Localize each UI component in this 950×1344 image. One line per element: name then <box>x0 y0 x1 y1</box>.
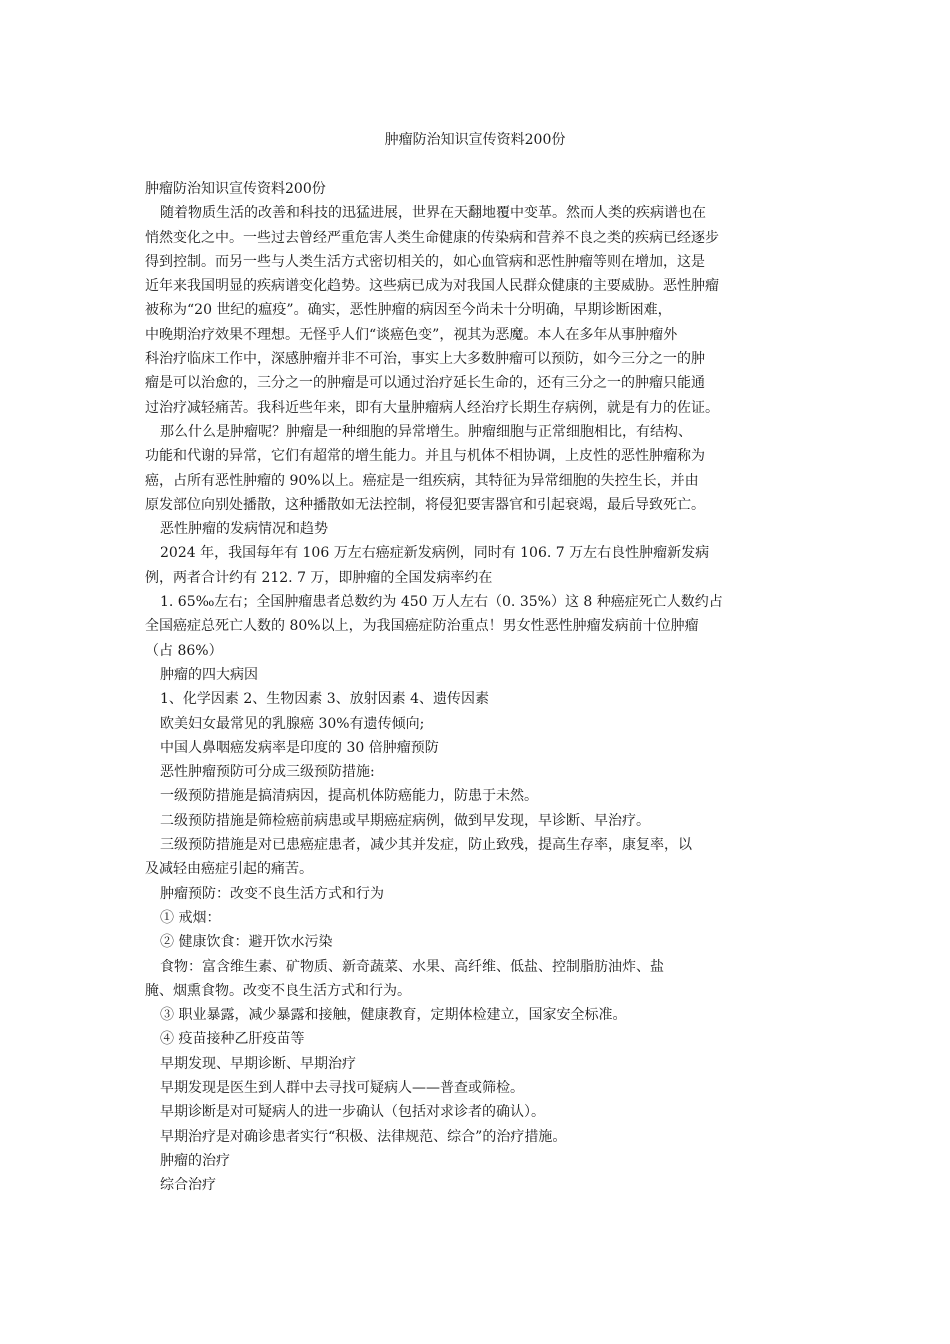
paragraph-line: 被称为“20 世纪的瘟疫”。确实，恶性肿瘤的病因至今尚未十分明确，早期诊断困难， <box>145 302 672 319</box>
paragraph-line: 早期发现是医生到人群中去寻找可疑病人——普查或筛检。 <box>160 1079 524 1096</box>
section-heading: 肿瘤预防：改变不良生活方式和行为 <box>160 885 384 902</box>
paragraph-line: 中国人鼻咽癌发病率是印度的 30 倍肿瘤预防 <box>160 739 439 756</box>
section-heading: 综合治疗 <box>160 1177 216 1194</box>
document-title: 肿瘤防治知识宣传资料200份 <box>384 132 566 148</box>
section-heading: 早期发现、早期诊断、早期治疗 <box>160 1055 356 1072</box>
paragraph-line: 癌，占所有恶性肿瘤的 90%以上。癌症是一组疾病，其特征为异常细胞的失控生长，并由 <box>145 472 699 489</box>
paragraph-line: 随着物质生活的改善和科技的迅猛进展，世界在天翻地覆中变革。然而人类的疾病谱也在 <box>160 205 706 222</box>
paragraph-line: 悄然变化之中。一些过去曾经严重危害人类生命健康的传染病和营养不良之类的疾病已经逐步 <box>145 229 719 246</box>
paragraph-line: 功能和代谢的异常，它们有超常的增生能力。并且与机体不相协调，上皮性的恶性肿瘤称为 <box>145 448 705 465</box>
paragraph-line: 腌、烟熏食物。改变不良生活方式和行为。 <box>145 982 411 999</box>
paragraph-line: 1. 65‰左右；全国肿瘤患者总数约为 450 万人左右（0. 35%）这 8 种癌症死亡人数约占 <box>160 594 723 611</box>
section-heading: 恶性肿瘤的发病情况和趋势 <box>160 521 328 538</box>
paragraph-line: 食物：富含维生素、矿物质、新奇蔬菜、水果、高纤维、低盐、控制脂肪油炸、盐 <box>160 958 664 975</box>
paragraph-line: 例，两者合计约有 212. 7 万，即肿瘤的全国发病率约在 <box>145 569 493 586</box>
paragraph-line: 1、化学因素 2、生物因素 3、放射因素 4、遗传因素 <box>160 691 489 708</box>
section-heading: 肿瘤的治疗 <box>160 1152 230 1169</box>
paragraph-line: 二级预防措施是筛检癌前病患或早期癌症病例，做到早发现，早诊断、早治疗。 <box>160 812 650 829</box>
paragraph-line: 早期治疗是对确诊患者实行“积极、法律规范、综合”的治疗措施。 <box>160 1128 567 1145</box>
paragraph-line: 中晚期治疗效果不理想。无怪乎人们“谈癌色变”，视其为恶魔。本人在多年从事肿瘤外 <box>145 326 678 343</box>
paragraph-line: 一级预防措施是搞清病因，提高机体防癌能力，防患于未然。 <box>160 788 538 805</box>
paragraph-line: 2024 年，我国每年有 106 万左右癌症新发病例，同时有 106. 7 万左右良性肿瘤新发病 <box>160 545 710 562</box>
list-item: ④ 疫苗接种乙肝疫苗等 <box>160 1031 305 1048</box>
list-item: ① 戒烟： <box>160 909 221 926</box>
paragraph-line: 那么什么是肿瘤呢？肿瘤是一种细胞的异常增生。肿瘤细胞与正常细胞相比，有结构、 <box>160 423 692 440</box>
document-body <box>145 177 825 1197</box>
paragraph-line: 近年来我国明显的疾病谱变化趋势。这些病已成为对我国人民群众健康的主要威胁。恶性肿瘤 <box>145 278 719 295</box>
paragraph-line: 瘤是可以治愈的，三分之一的肿瘤是可以通过治疗延长生命的，还有三分之一的肿瘤只能通 <box>145 375 705 392</box>
paragraph-line: 肿瘤防治知识宣传资料200份 <box>145 181 326 197</box>
paragraph-line: 三级预防措施是对已患癌症患者，减少其并发症，防止致残，提高生存率，康复率，以 <box>160 837 692 854</box>
paragraph-line: 欧美妇女最常见的乳腺癌 30%有遗传倾向; <box>160 715 425 732</box>
paragraph-line: 过治疗减轻痛苦。我科近些年来，即有大量肿瘤病人经治疗长期生存病例，就是有力的佐证。 <box>145 399 719 416</box>
paragraph-line: 早期诊断是对可疑病人的进一步确认（包括对求诊者的确认）。 <box>160 1104 545 1121</box>
paragraph-line: 科治疗临床工作中，深感肿瘤并非不可治，事实上大多数肿瘤可以预防，如今三分之一的肿 <box>145 351 705 368</box>
section-heading: 肿瘤的四大病因 <box>160 666 258 683</box>
paragraph-line: （占 86%） <box>145 642 223 659</box>
paragraph-line: 及减轻由癌症引起的痛苦。 <box>145 861 313 878</box>
paragraph-line: 恶性肿瘤预防可分成三级预防措施: <box>160 764 375 781</box>
list-item: ② 健康饮食：避开饮水污染 <box>160 934 333 951</box>
list-item: ③ 职业暴露，减少暴露和接触，健康教育，定期体检建立，国家安全标准。 <box>160 1007 627 1024</box>
paragraph-line: 得到控制。而另一些与人类生活方式密切相关的，如心血管病和恶性肿瘤等则在增加，这是 <box>145 253 705 270</box>
paragraph-line: 全国癌症总死亡人数的 80%以上，为我国癌症防治重点！男女性恶性肿瘤发病前十位肿瘤 <box>145 618 699 635</box>
paragraph-line: 原发部位向别处播散，这种播散如无法控制，将侵犯要害器官和引起衰竭，最后导致死亡。 <box>145 496 705 513</box>
